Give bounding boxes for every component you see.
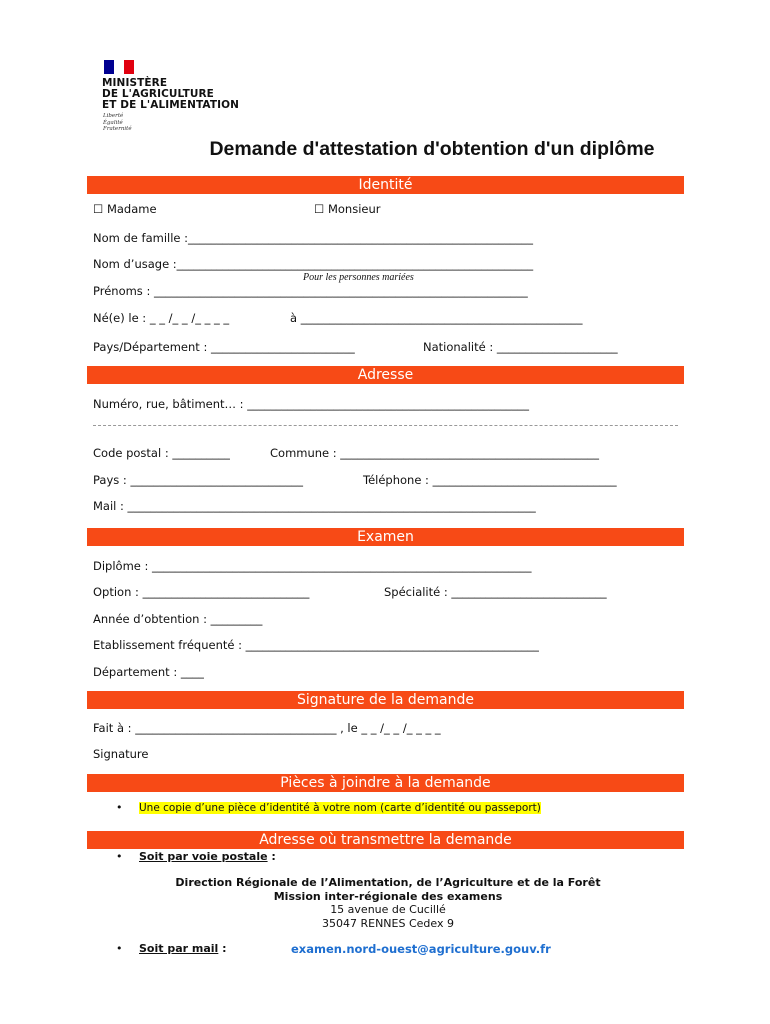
bullet-icon: •	[116, 801, 123, 814]
voie-postale-label	[139, 850, 276, 863]
par-mail-text: Soit par mail	[139, 942, 219, 955]
address-line-2: Mission inter-régionale des examens	[273, 889, 503, 903]
field-option[interactable]: Option : _____________________________	[93, 585, 310, 599]
ministry-line-1: MINISTÈRE	[102, 77, 168, 89]
field-etablissement[interactable]: Etablissement fréquenté : ___________________________________________________	[93, 638, 539, 652]
address-line-3: 15 avenue de Cucillé	[330, 903, 446, 916]
field-mail[interactable]: Mail : _______________________________________________________________________	[93, 499, 536, 513]
hint-personnes-mariees: Pour les personnes mariées	[303, 272, 414, 283]
field-code-postal[interactable]: Code postal : __________	[93, 446, 230, 460]
field-pays-departement[interactable]: Pays/Département : _________________________	[93, 340, 355, 354]
section-header-pieces: Pièces à joindre à la demande	[87, 774, 684, 792]
section-header-signature: Signature de la demande	[87, 691, 684, 709]
address-line-4: 35047 RENNES Cedex 9	[322, 916, 454, 930]
field-diplome[interactable]: Diplôme : __________________________________________________________________	[93, 559, 532, 573]
field-annee-obtention[interactable]: Année d’obtention : _________	[93, 612, 263, 626]
signature-label: Signature	[93, 747, 149, 761]
section-header-adresse: Adresse	[87, 366, 684, 384]
field-fait-a-date[interactable]: Fait à : ___________________________________ , le _ _ /_ _ /_ _ _ _	[93, 721, 441, 735]
section-header-examen: Examen	[87, 528, 684, 546]
par-mail-suffix: :	[218, 942, 227, 955]
motto-line-3: Fraternité	[103, 126, 132, 132]
field-prenoms[interactable]: Prénoms : _________________________________________________________________	[93, 284, 528, 298]
ministry-logo-text	[102, 78, 239, 111]
motto-line-2: Égalité	[103, 119, 123, 126]
section-header-identite: Identité	[87, 176, 684, 194]
field-lieu-naissance[interactable]: à _________________________________________________	[290, 311, 583, 325]
field-telephone[interactable]: Téléphone : ________________________________	[363, 473, 617, 487]
section-header-transmettre: Adresse où transmettre la demande	[87, 831, 684, 849]
field-nom-famille[interactable]: Nom de famille :____________________________________________________________	[93, 231, 534, 245]
field-specialite[interactable]: Spécialité : ___________________________	[384, 585, 607, 599]
field-pays[interactable]: Pays : ______________________________	[93, 473, 303, 487]
contact-email-link[interactable]: examen.nord-ouest@agriculture.gouv.fr	[291, 942, 551, 956]
checkbox-monsieur[interactable]: ☐ Monsieur	[314, 202, 381, 216]
ministry-line-3: ET DE L'ALIMENTATION	[102, 99, 240, 111]
bullet-icon: •	[116, 942, 123, 955]
republic-motto	[103, 113, 132, 133]
address-line-1: Direction Régionale de l’Alimentation, de l’Agriculture et de la Forêt	[175, 876, 601, 889]
voie-postale-suffix: :	[267, 850, 276, 863]
field-nationalite[interactable]: Nationalité : _____________________	[423, 340, 618, 354]
piece-identite-item	[139, 802, 541, 814]
ministry-line-2: DE L'AGRICULTURE	[102, 88, 214, 100]
field-commune[interactable]: Commune : _____________________________________________	[270, 446, 600, 460]
marianne-flag-logo	[104, 60, 134, 74]
field-departement[interactable]: Département : ____	[93, 665, 204, 679]
postal-address-block	[0, 876, 770, 930]
piece-identite-text: Une copie d’une pièce d’identité à votre nom (carte d’identité ou passeport)	[139, 802, 541, 814]
field-numero-rue[interactable]: Numéro, rue, bâtiment… : _________________________________________________	[93, 397, 529, 411]
field-nom-usage[interactable]: Nom d’usage :______________________________________________________________	[93, 257, 534, 271]
motto-line-1: Liberté	[103, 113, 124, 119]
bullet-icon: •	[116, 850, 123, 863]
voie-postale-text: Soit par voie postale	[139, 850, 268, 863]
par-mail-label	[139, 942, 227, 955]
checkbox-madame[interactable]: ☐ Madame	[93, 202, 157, 216]
field-date-naissance[interactable]: Né(e) le : _ _ /_ _ /_ _ _ _	[93, 311, 230, 325]
page-title: Demande d'attestation d'obtention d'un diplôme	[209, 138, 655, 160]
field-adresse-line-2[interactable]	[93, 425, 678, 426]
